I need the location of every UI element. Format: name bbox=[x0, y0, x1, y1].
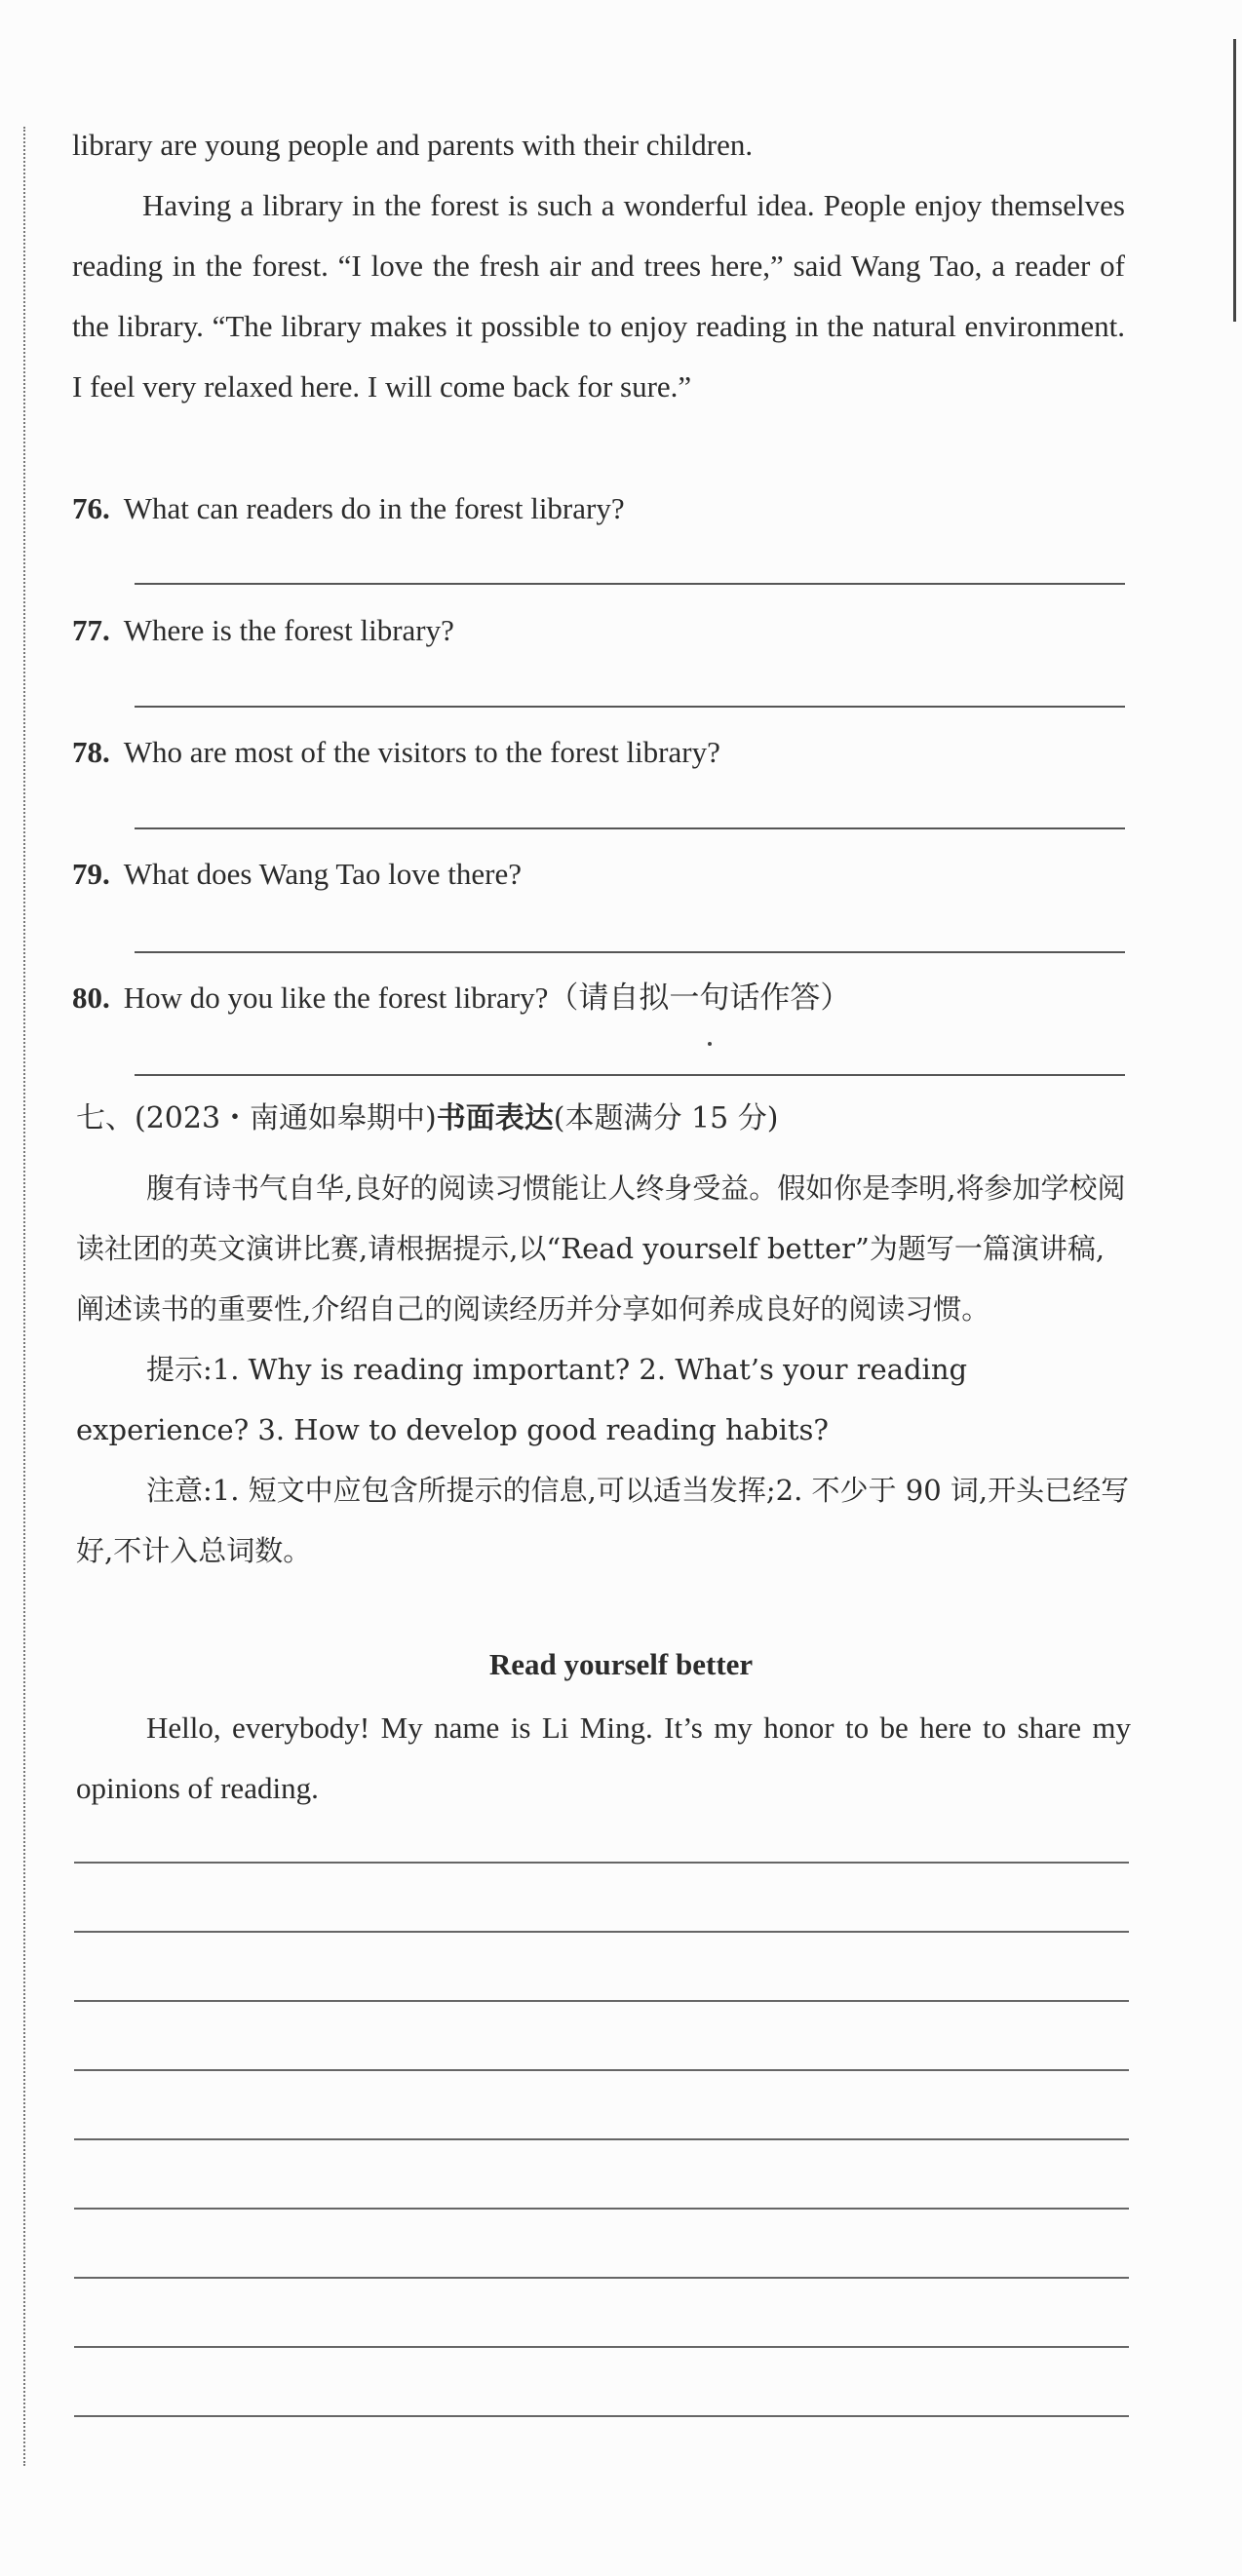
question-number: 80. bbox=[72, 980, 110, 1015]
passage bbox=[72, 115, 1125, 417]
answer-line-78[interactable] bbox=[135, 827, 1125, 829]
question-78 bbox=[72, 733, 720, 772]
writing-line-1[interactable] bbox=[74, 1862, 1129, 1864]
writing-line-3[interactable] bbox=[74, 2000, 1129, 2002]
question-text: What can readers do in the forest library? bbox=[123, 491, 625, 525]
question-76 bbox=[72, 489, 625, 528]
answer-line-79[interactable] bbox=[135, 951, 1125, 953]
writing-intro: 腹有诗书气自华,良好的阅读习惯能让人终身受益。假如你是李明,将参加学校阅读社团的英文演讲比赛,请根据提示,以“Read yourself better”为题写一篇演讲稿,阐述读书的重要性,介绍自己的阅读经历并分享如何养成良好的阅读习惯。 bbox=[76, 1172, 1126, 1326]
writing-line-2[interactable] bbox=[74, 1931, 1129, 1933]
question-text: How do you like the forest library?（请自拟一句话作答） bbox=[123, 980, 851, 1015]
dotted-binding-margin bbox=[23, 127, 25, 2466]
essay-title: Read yourself better bbox=[488, 1647, 754, 1681]
question-77 bbox=[72, 611, 454, 650]
passage-paragraph-2: Having a library in the forest is such a wonderful idea. People enjoy themselves reading in the forest. “I love the fresh air and trees here,” said Wang Tao, a reader of the library. “The library makes it possible to enjoy reading in the natural environment. I feel very relaxed here. I will come back for sure.” bbox=[72, 188, 1125, 404]
writing-instructions bbox=[76, 1158, 1131, 1581]
answer-line-77[interactable] bbox=[135, 706, 1125, 708]
section-heading-score: (本题满分 15 分) bbox=[553, 1101, 779, 1135]
emphasis-dot bbox=[708, 1042, 712, 1046]
writing-hints: 提示:1. Why is reading important? 2. What’s your reading experience? 3. How to develop good reading habits? bbox=[76, 1353, 968, 1446]
question-80 bbox=[72, 979, 850, 1018]
answer-line-80[interactable] bbox=[135, 1074, 1125, 1076]
answer-line-76[interactable] bbox=[135, 583, 1125, 585]
section-heading-prefix: 七、(2023・南通如皋期中) bbox=[76, 1101, 437, 1135]
question-number: 76. bbox=[72, 491, 110, 525]
essay-opening bbox=[76, 1698, 1131, 1819]
essay-opening-text: Hello, everybody! My name is Li Ming. It’s my honor to be here to share my opinions of reading. bbox=[76, 1711, 1131, 1805]
writing-line-5[interactable] bbox=[74, 2138, 1129, 2140]
question-number: 78. bbox=[72, 735, 110, 769]
section-heading-title: 书面表达 bbox=[436, 1101, 554, 1135]
writing-line-6[interactable] bbox=[74, 2208, 1129, 2210]
question-79 bbox=[72, 855, 522, 894]
writing-line-9[interactable] bbox=[74, 2415, 1129, 2417]
question-text: Who are most of the visitors to the forest library? bbox=[123, 735, 720, 769]
writing-line-7[interactable] bbox=[74, 2277, 1129, 2279]
question-text: Where is the forest library? bbox=[123, 613, 454, 647]
writing-notes: 注意:1. 短文中应包含所提示的信息,可以适当发挥;2. 不少于 90 词,开头已经写好,不计入总词数。 bbox=[76, 1474, 1130, 1567]
writing-line-4[interactable] bbox=[74, 2069, 1129, 2071]
page-edge-mark bbox=[1233, 39, 1236, 322]
writing-line-8[interactable] bbox=[74, 2346, 1129, 2348]
section-heading bbox=[76, 1099, 778, 1138]
question-number: 79. bbox=[72, 857, 110, 891]
question-text: What does Wang Tao love there? bbox=[123, 857, 522, 891]
question-number: 77. bbox=[72, 613, 110, 647]
passage-line-1: library are young people and parents with their children. bbox=[72, 128, 754, 162]
